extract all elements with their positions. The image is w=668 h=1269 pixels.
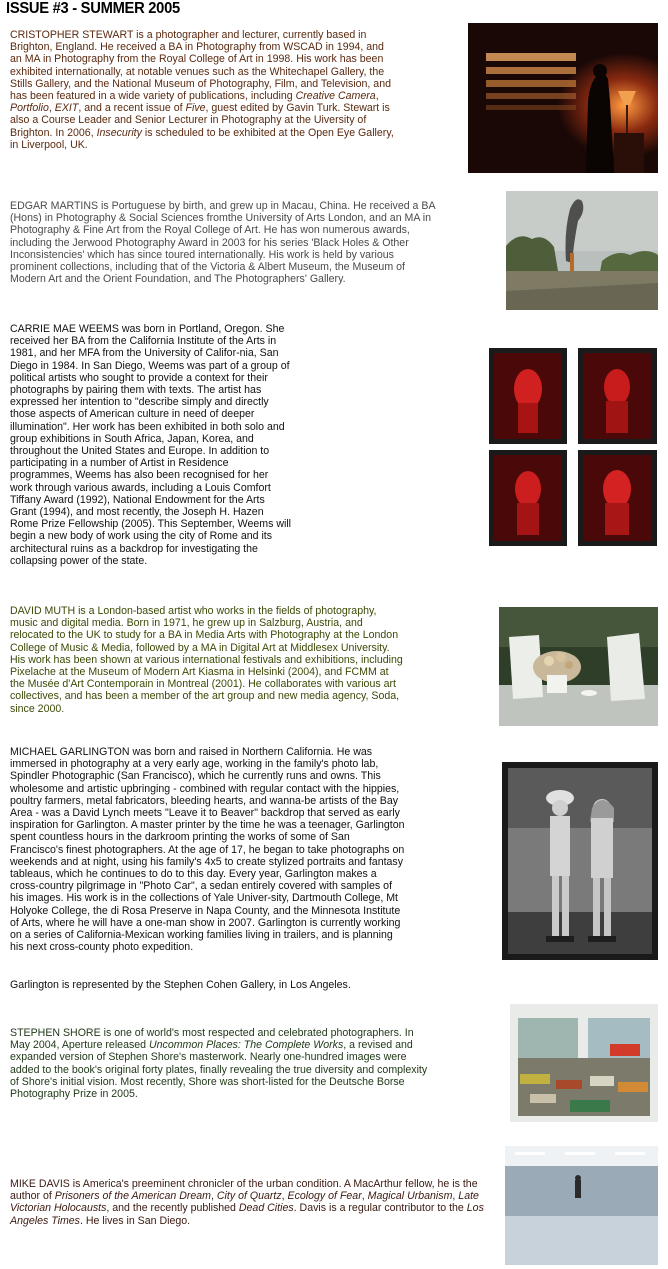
separator: ,: [48, 102, 55, 115]
martins-photo: [506, 191, 658, 310]
bio-davis-text-2: , and the recently published: [106, 1202, 239, 1215]
garlington-photo: [502, 762, 658, 960]
bio-davis-text-4: . He lives in San Diego.: [79, 1214, 191, 1227]
bio-stewart-text-4: is scheduled to be exhibited at the Open Eye Gallery, in Liverpool, UK.: [10, 126, 394, 151]
publication-title: Magical Urbanism: [367, 1190, 453, 1203]
bio-davis-text-3: . Davis is a regular contributor to the: [293, 1202, 467, 1215]
davis-photo: [505, 1146, 658, 1265]
bio-weems: CARRIE MAE WEEMS was born in Portland, Oregon. She received her BA from the California Institute of the Arts in 1981, and her MFA from the University of Califor-nia, San Diego in 1984. In San Diego, Weems was part of a group of political artists who sought to provide a context for their photographs by pairing them with texts. The artist has expressed her intention to "describe simply and directly those aspects of American culture in need of deeper illumination". Her work has been exhibited in both solo and group exhibitions in South Africa, Japan, Korea, and throughout the United States and Europe. In addition to participating in a number of Artist in Residence programmes, Weems has also been recognised for her work through various awards, including a Louis Comfort Tiffany Award (1992), National Endowment for the Arts Grant (1994), and most recently, the Joseph H. Hazen Rome Prize Fellowship (2005). This September, Weems will begin a new body of work using the city of Rome and its architectural ruins as a backdrop for investigating the collapsing power of the state.: [10, 323, 292, 567]
bio-stewart-text-2: , and a recent issue of: [78, 102, 186, 115]
bio-shore-text-2: , a revised and expanded version of Stephen Shore's masterwork. Nearly one-hundred images were added to the book's original forty plates, finally revealing the true diversity and complexity of Shore's initial vision. Most recently, Shore was short-listed for the Deutsche Borse Photography Prize in 2005.: [10, 1039, 428, 1101]
publication-title: EXIT: [54, 102, 79, 115]
exhibition-title: Insecurity: [96, 126, 142, 139]
publication-title: Prisoners of the American Dream: [54, 1190, 211, 1203]
publication-title: Late Victorian Holocausts: [10, 1190, 479, 1215]
separator: ,: [452, 1190, 459, 1203]
shore-photo: [510, 1004, 658, 1122]
weems-photo-grid: [488, 347, 658, 547]
publication-title: Portfolio: [10, 102, 49, 115]
separator: ,: [361, 1190, 368, 1203]
separator: ,: [281, 1190, 288, 1203]
issue-title: ISSUE #3 - SUMMER 2005: [6, 0, 180, 17]
separator: ,: [375, 90, 379, 103]
bio-stewart-text-3: , guest edited by Gavin Turk. Stewart is also a Course Leader and Senior Lecturer in Photography at the Uiversity of Brighton. In 2006,: [10, 102, 390, 139]
bio-davis-text-1: MIKE DAVIS is America's preeminent chronicler of the urban condition. A MacArthur fellow, he is the author of: [10, 1178, 478, 1203]
publication-title: Uncommon Places: The Complete Works: [148, 1039, 344, 1052]
bio-stewart: [10, 29, 395, 151]
publication-title: Dead Cities: [238, 1202, 294, 1215]
publication-title: Creative Camera: [295, 90, 376, 103]
bio-garlington-representation: Garlington is represented by the Stephen Cohen Gallery, in Los Angeles.: [10, 979, 351, 991]
muth-photo: [499, 607, 658, 726]
publication-title: Los Angeles Times: [10, 1202, 484, 1227]
bio-shore-text-1: STEPHEN SHORE is one of world's most respected and celebrated photographers. In May 2004, Aperture released: [10, 1027, 414, 1052]
publication-title: City of Quartz: [216, 1190, 282, 1203]
bio-muth: DAVID MUTH is a London-based artist who works in the fields of photography, music and digital media. Born in 1971, he grew up in Salzburg, Austria, and relocated to the UK to study for a BA in Media Arts with Photography at the London College of Music & Media, followed by a MA in Digital Art at Middlesex University. His work has been shown at various international festivals and exhibitions, including Pixelache at the Museum of Modern Art Kiasma in Helsinki (2004), and FCMM at the Musée d'Art Contemporain in Montreal (2001). He collaborates with various art collectives, and has been a member of the art group and new media agency, Soda, since 2000.: [10, 605, 403, 715]
bio-shore: [10, 1027, 430, 1100]
bio-garlington: MICHAEL GARLINGTON was born and raised in Northern California. He was immersed in photography at a very early age, working in the family's photo lab, Spindler Photographic (San Francisco), which he currently runs and owns. This wholesome and artistic upbringing - combined with regular contact with the hippies, poultry farmers, metal fabricators, bleeding hearts, and wanna-be artists of the Bay Area - was a David Lynch meets "Leave it to Beaver" backdrop that served as early inspiration for Garlington. A master printer by the time he was a teenager, Garlington spent countless hours in the darkroom printing the works of some of San Francisco's finest photographers. At the age of 17, he began to take photographs on weekends and at night, using his family's 4x5 to create stylized portraits and fantasy tableaus, which he continues to do to this day. Every year, Garlington makes a cross-country pilgrimage in "Photo Car", a sedan entirely covered with samples of his images. His work is in the collections of Yale Univer-sity, Dartmouth College, Mt Holyoke College, the di Rosa Preserve in Napa County, and the Minnesota Institute of Arts, where he will have a one-man show in 2007. Garlington is currently working on a series of California-Mexican working families living in trailers, and is planning his next cross-county photo expedition.: [10, 746, 405, 954]
bio-davis: [10, 1178, 505, 1227]
bio-stewart-text-1: CRISTOPHER STEWART is a photographer and lecturer, currently based in Brighton, England. He received a BA in Photography from WSCAD in 1994, and an MA in Photography from the Royal College of Art in 1998. His work has been exhibited internationally, at notable venues such as the Whitechapel Gallery, the Stills Gallery, and the National Museum of Photography, Film, and Television, and has been featured in a wide variety of publications, including: [10, 29, 391, 103]
bio-martins: EDGAR MARTINS is Portuguese by birth, and grew up in Macau, China. He received a BA (Hons) in Photography & Social Sciences fromthe University of Arts London, and an MA in Photography & Fine Art from the Royal College of Art. He has won numerous awards, including the Jerwood Photography Award in 2003 for his series 'Black Holes & Other Inconsistencies' which has since toured internationally. His work is held by various prominent collections, including that of the Victoria & Albert Museum, the Museum of Modern Art and the Orient Foundation, and The Photographers' Gallery.: [10, 200, 435, 286]
separator: ,: [210, 1190, 217, 1203]
stewart-photo: [468, 23, 658, 173]
publication-title: Ecology of Fear: [287, 1190, 362, 1203]
publication-title: Five: [185, 102, 206, 115]
